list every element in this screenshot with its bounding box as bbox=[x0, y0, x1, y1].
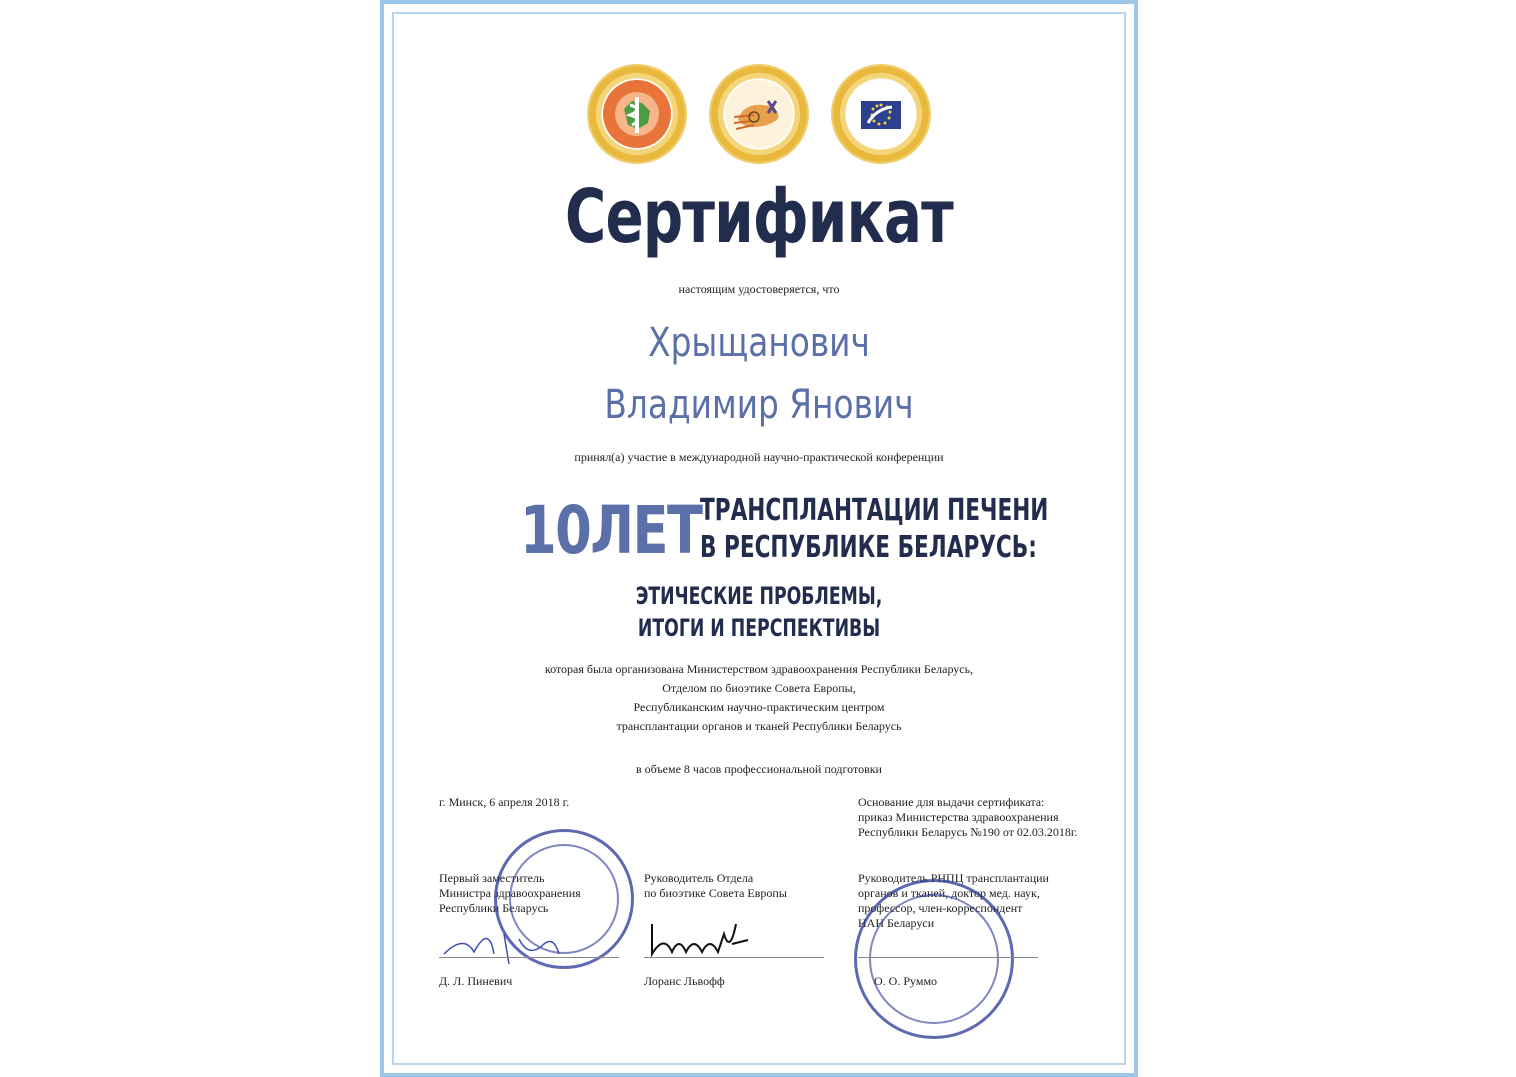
organizer-line4: трансплантации органов и тканей Республики Беларусь bbox=[616, 719, 902, 733]
signatory-1-line3: Республики Беларусь bbox=[439, 901, 549, 915]
signature-3-line bbox=[858, 957, 1038, 958]
organizer-line3: Республиканским научно-практическим центром bbox=[633, 700, 885, 714]
organizer-line2: Отделом по биоэтике Совета Европы, bbox=[662, 681, 856, 695]
signatory-2-line2: по биоэтике Совета Европы bbox=[644, 886, 787, 900]
signatory-1-line1: Первый заместитель bbox=[439, 871, 545, 885]
council-of-europe-logo bbox=[833, 66, 929, 162]
issue-basis bbox=[858, 795, 1077, 840]
signatory-1-name: Д. Л. Пиневич bbox=[439, 974, 513, 988]
organizer-line1: которая была организована Министерством здравоохранения Республики Беларусь, bbox=[544, 662, 974, 676]
signatory-2-line1: Руководитель Отдела bbox=[644, 871, 754, 885]
issue-basis-line1: Основание для выдачи сертификата: bbox=[858, 795, 1045, 809]
certificate bbox=[380, 0, 1138, 1077]
intro-text: настоящим удостоверяется, что bbox=[678, 282, 840, 296]
recipient-surname: Хрыщанович bbox=[648, 320, 870, 366]
signature-1-line bbox=[439, 957, 619, 958]
signatory-3-line2: органов и тканей, доктор мед. наук, bbox=[858, 886, 1040, 900]
participation-text: принял(а) участие в международной научно-практической конференции bbox=[574, 450, 944, 464]
signatory-2-name: Лоранс Львофф bbox=[644, 974, 725, 988]
issue-basis-line2: приказ Министерства здравоохранения bbox=[858, 810, 1059, 824]
signature-1 bbox=[434, 914, 574, 974]
signatory-3-line3: профессор, член-корреспондент bbox=[858, 901, 1023, 915]
logo-row bbox=[394, 66, 1124, 162]
conference-title-line2: В РЕСПУБЛИКЕ БЕЛАРУСЬ: bbox=[700, 530, 1037, 565]
hours-text: в объеме 8 часов профессиональной подготовки bbox=[636, 762, 882, 776]
conference-subtitle-line1: ЭТИЧЕСКИЕ ПРОБЛЕМЫ, bbox=[635, 582, 883, 610]
years-label: 10ЛЕТ bbox=[520, 492, 702, 569]
recipient-given-names: Владимир Янович bbox=[604, 382, 914, 428]
signatory-2-title bbox=[644, 871, 787, 901]
conference-title-line1: ТРАНСПЛАНТАЦИИ ПЕЧЕНИ bbox=[700, 493, 1049, 528]
signatory-3-line4: НАН Беларуси bbox=[858, 916, 935, 930]
ministry-health-logo bbox=[589, 66, 685, 162]
issue-basis-line3: Республики Беларусь №190 от 02.03.2018г. bbox=[858, 825, 1078, 839]
place-date: г. Минск, 6 апреля 2018 г. bbox=[439, 795, 570, 809]
signature-2-line bbox=[644, 957, 824, 958]
certificate-title: Сертификат bbox=[564, 174, 954, 260]
transplant-conference-logo bbox=[711, 66, 807, 162]
signatory-3-line1: Руководитель РНПЦ трансплантации bbox=[858, 871, 1049, 885]
hospital-stamp bbox=[854, 879, 1014, 1039]
certificate-body bbox=[392, 12, 1126, 1065]
conference-subtitle-line2: ИТОГИ И ПЕРСПЕКТИВЫ bbox=[637, 614, 881, 642]
signatory-1-line2: Министра здравоохранения bbox=[439, 886, 581, 900]
signatory-3-name: О. О. Руммо bbox=[874, 974, 938, 988]
